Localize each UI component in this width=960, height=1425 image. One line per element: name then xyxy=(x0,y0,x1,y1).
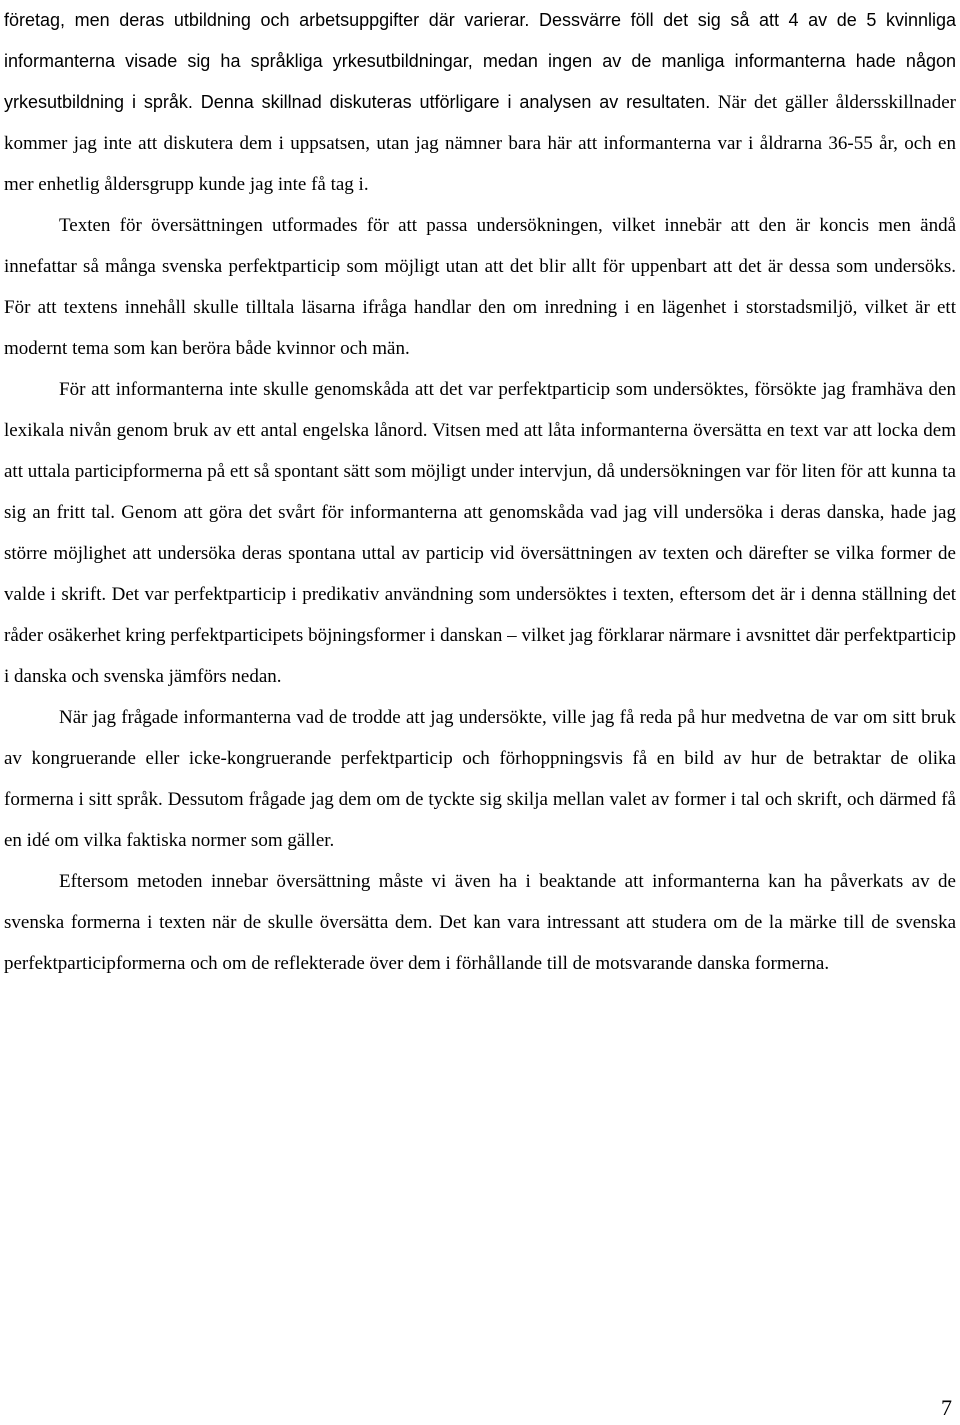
paragraph-1-text: När det gäller åldersskillnader kommer jag inte att diskutera dem i uppsatsen, utan jag nämner bara här att informanterna var i åldrarna 36-55 år, och en mer enhetlig åldersgrupp kunde jag inte få tag i. xyxy=(4,92,956,195)
paragraph-1-lead: företag, men deras utbildning och arbetsuppgifter där varierar. Dessvärre föll det sig så att 4 av de 5 kvinnliga informanterna visade sig ha språkliga yrkesutbildningar, medan ingen av de manliga informanterna hade någon yrkesutbildning i språk. Denna skillnad diskuteras utförligare i analysen av resultaten. xyxy=(4,10,956,112)
paragraph-2: Texten för översättningen utformades för att passa undersökningen, vilket innebär att den är koncis men ändå innefattar så många svenska perfektparticip som möjligt utan att det blir allt för uppenbart att det är dessa som undersöks. För att textens innehåll skulle tilltala läsarna ifråga handlar den om inredning i en lägenhet i storstadsmiljö, vilket är ett modernt tema som kan beröra både kvinnor och män. xyxy=(4,215,956,359)
document-page xyxy=(4,0,956,984)
paragraph-1 xyxy=(4,0,956,205)
paragraph-5: Eftersom metoden innebar översättning måste vi även ha i beaktande att informanterna kan ha påverkats av de svenska formerna i texten när de skulle översätta dem. Det kan vara intressant att studera om de la märke till de svenska perfektparticipformerna och om de reflekterade över dem i förhållande till de motsvarande danska formerna. xyxy=(4,871,956,974)
paragraph-3: För att informanterna inte skulle genomskåda att det var perfektparticip som undersöktes, försökte jag framhäva den lexikala nivån genom bruk av ett antal engelska lånord. Vitsen med att låta informanterna översätta en text var att locka dem att uttala participformerna på ett så spontant sätt som möjligt under intervjun, då undersökningen var för liten för att kunna ta sig an fritt tal. Genom att göra det svårt för informanterna att genomskåda vad jag vill undersöka i deras danska, hade jag större möjlighet att undersöka deras spontana uttal av particip vid översättningen av texten och därefter se vilka former de valde i skrift. Det var perfektparticip i predikativ användning som undersöktes i texten, eftersom det är i denna ställning det råder osäkerhet kring perfektparticipets böjningsformer i danskan – vilket jag förklarar närmare i avsnittet där perfektparticip i danska och svenska jämförs nedan. xyxy=(4,379,956,687)
page-number: 7 xyxy=(941,1395,952,1420)
paragraph-4: När jag frågade informanterna vad de trodde att jag undersökte, ville jag få reda på hur medvetna de var om sitt bruk av kongruerande eller icke-kongruerande perfektparticip och förhoppningsvis få en bild av hur de betraktar de olika formerna i sitt språk. Dessutom frågade jag dem om de tyckte sig skilja mellan valet av former i tal och skrift, och därmed få en idé om vilka faktiska normer som gäller. xyxy=(4,707,956,851)
